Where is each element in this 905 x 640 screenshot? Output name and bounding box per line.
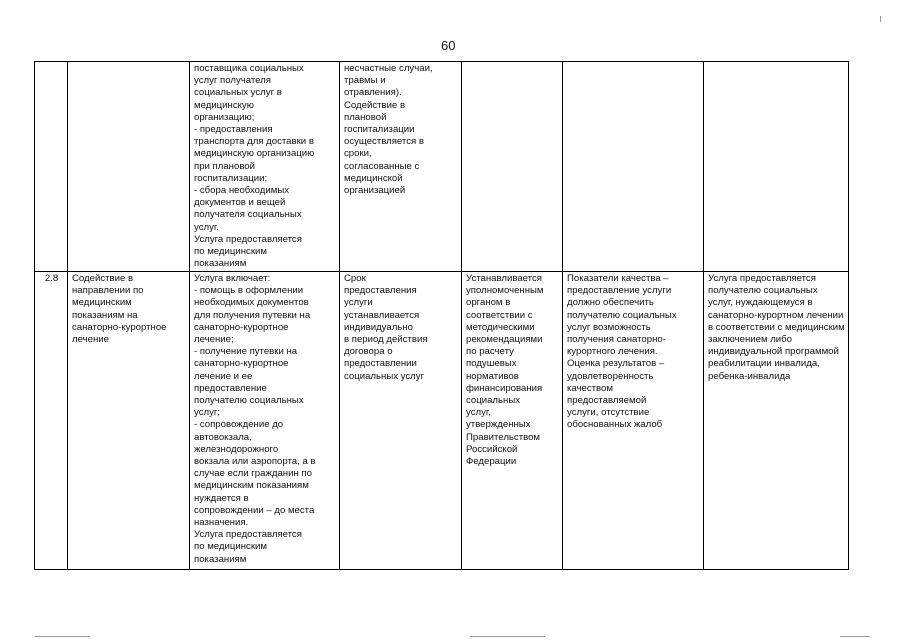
table-row	[35, 62, 849, 272]
scan-mark	[880, 16, 881, 22]
cell-service-term: Срок предоставления услуги устанавливается индивидуально в период действия договора о предоставлении социальных услуг	[340, 272, 462, 570]
cell-service-name	[68, 62, 190, 272]
scan-mark	[35, 636, 90, 637]
scan-mark	[840, 636, 870, 637]
cell-quality	[563, 62, 704, 272]
cell-service-term: несчастные случаи, травмы и отравления). Содействие в плановой госпитализации осуществляется в сроки, согласованные с медицинской организацией	[340, 62, 462, 272]
cell-service-name: Содействие в направлении по медицинским показаниям на санаторно-курортное лечение	[68, 272, 190, 570]
cell-payment	[462, 62, 563, 272]
cell-service-content: поставщика социальных услуг получателя социальных услуг в медицинскую организацию; - предоставления транспорта для доставки в медицинскую организацию при плановой госпитализации; - сбора необходимых документов и вещей получателя социальных услуг. Услуга предоставляется по медицинским показаниям	[190, 62, 340, 272]
cell-service-content: Услуга включает: - помощь в оформлении необходимых документов для получения путевки на санаторно-курортное лечение; - получение путевки на санаторно-курортное лечение и ее предоставление получателю социальных услуг; - сопровождение до автовокзала, железнодорожного вокзала или аэропорта, а в случае если гражданин по медицинским показаниям нуждается в сопровождении – до места назначения. Услуга предоставляется по медицинским показаниям	[190, 272, 340, 570]
cell-number	[35, 62, 68, 272]
cell-number: 2.8	[35, 272, 68, 570]
cell-quality: Показатели качества – предоставление услуги должно обеспечить получателю социальных услуг возможность получения санаторно- курортного лечения. Оценка результатов – удовлетворенность качеством предоставляемой услуги, отсутствие обоснованных жалоб	[563, 272, 704, 570]
page-number: 60	[441, 38, 456, 53]
scan-mark	[470, 636, 545, 637]
services-table	[34, 61, 849, 570]
table-row	[35, 272, 849, 570]
cell-payment: Устанавливается уполномоченным органом в соответствии с методическими рекомендациями по расчету подушевых нормативов финансирования социальных услуг, утвержденных Правительством Российской Федерации	[462, 272, 563, 570]
cell-conditions: Услуга предоставляется получателю социальных услуг, нуждающемуся в санаторно-курортном лечении в соответствии с медицинским заключением либо индивидуальной программой реабилитации инвалида, ребенка-инвалида	[704, 272, 849, 570]
cell-conditions	[704, 62, 849, 272]
